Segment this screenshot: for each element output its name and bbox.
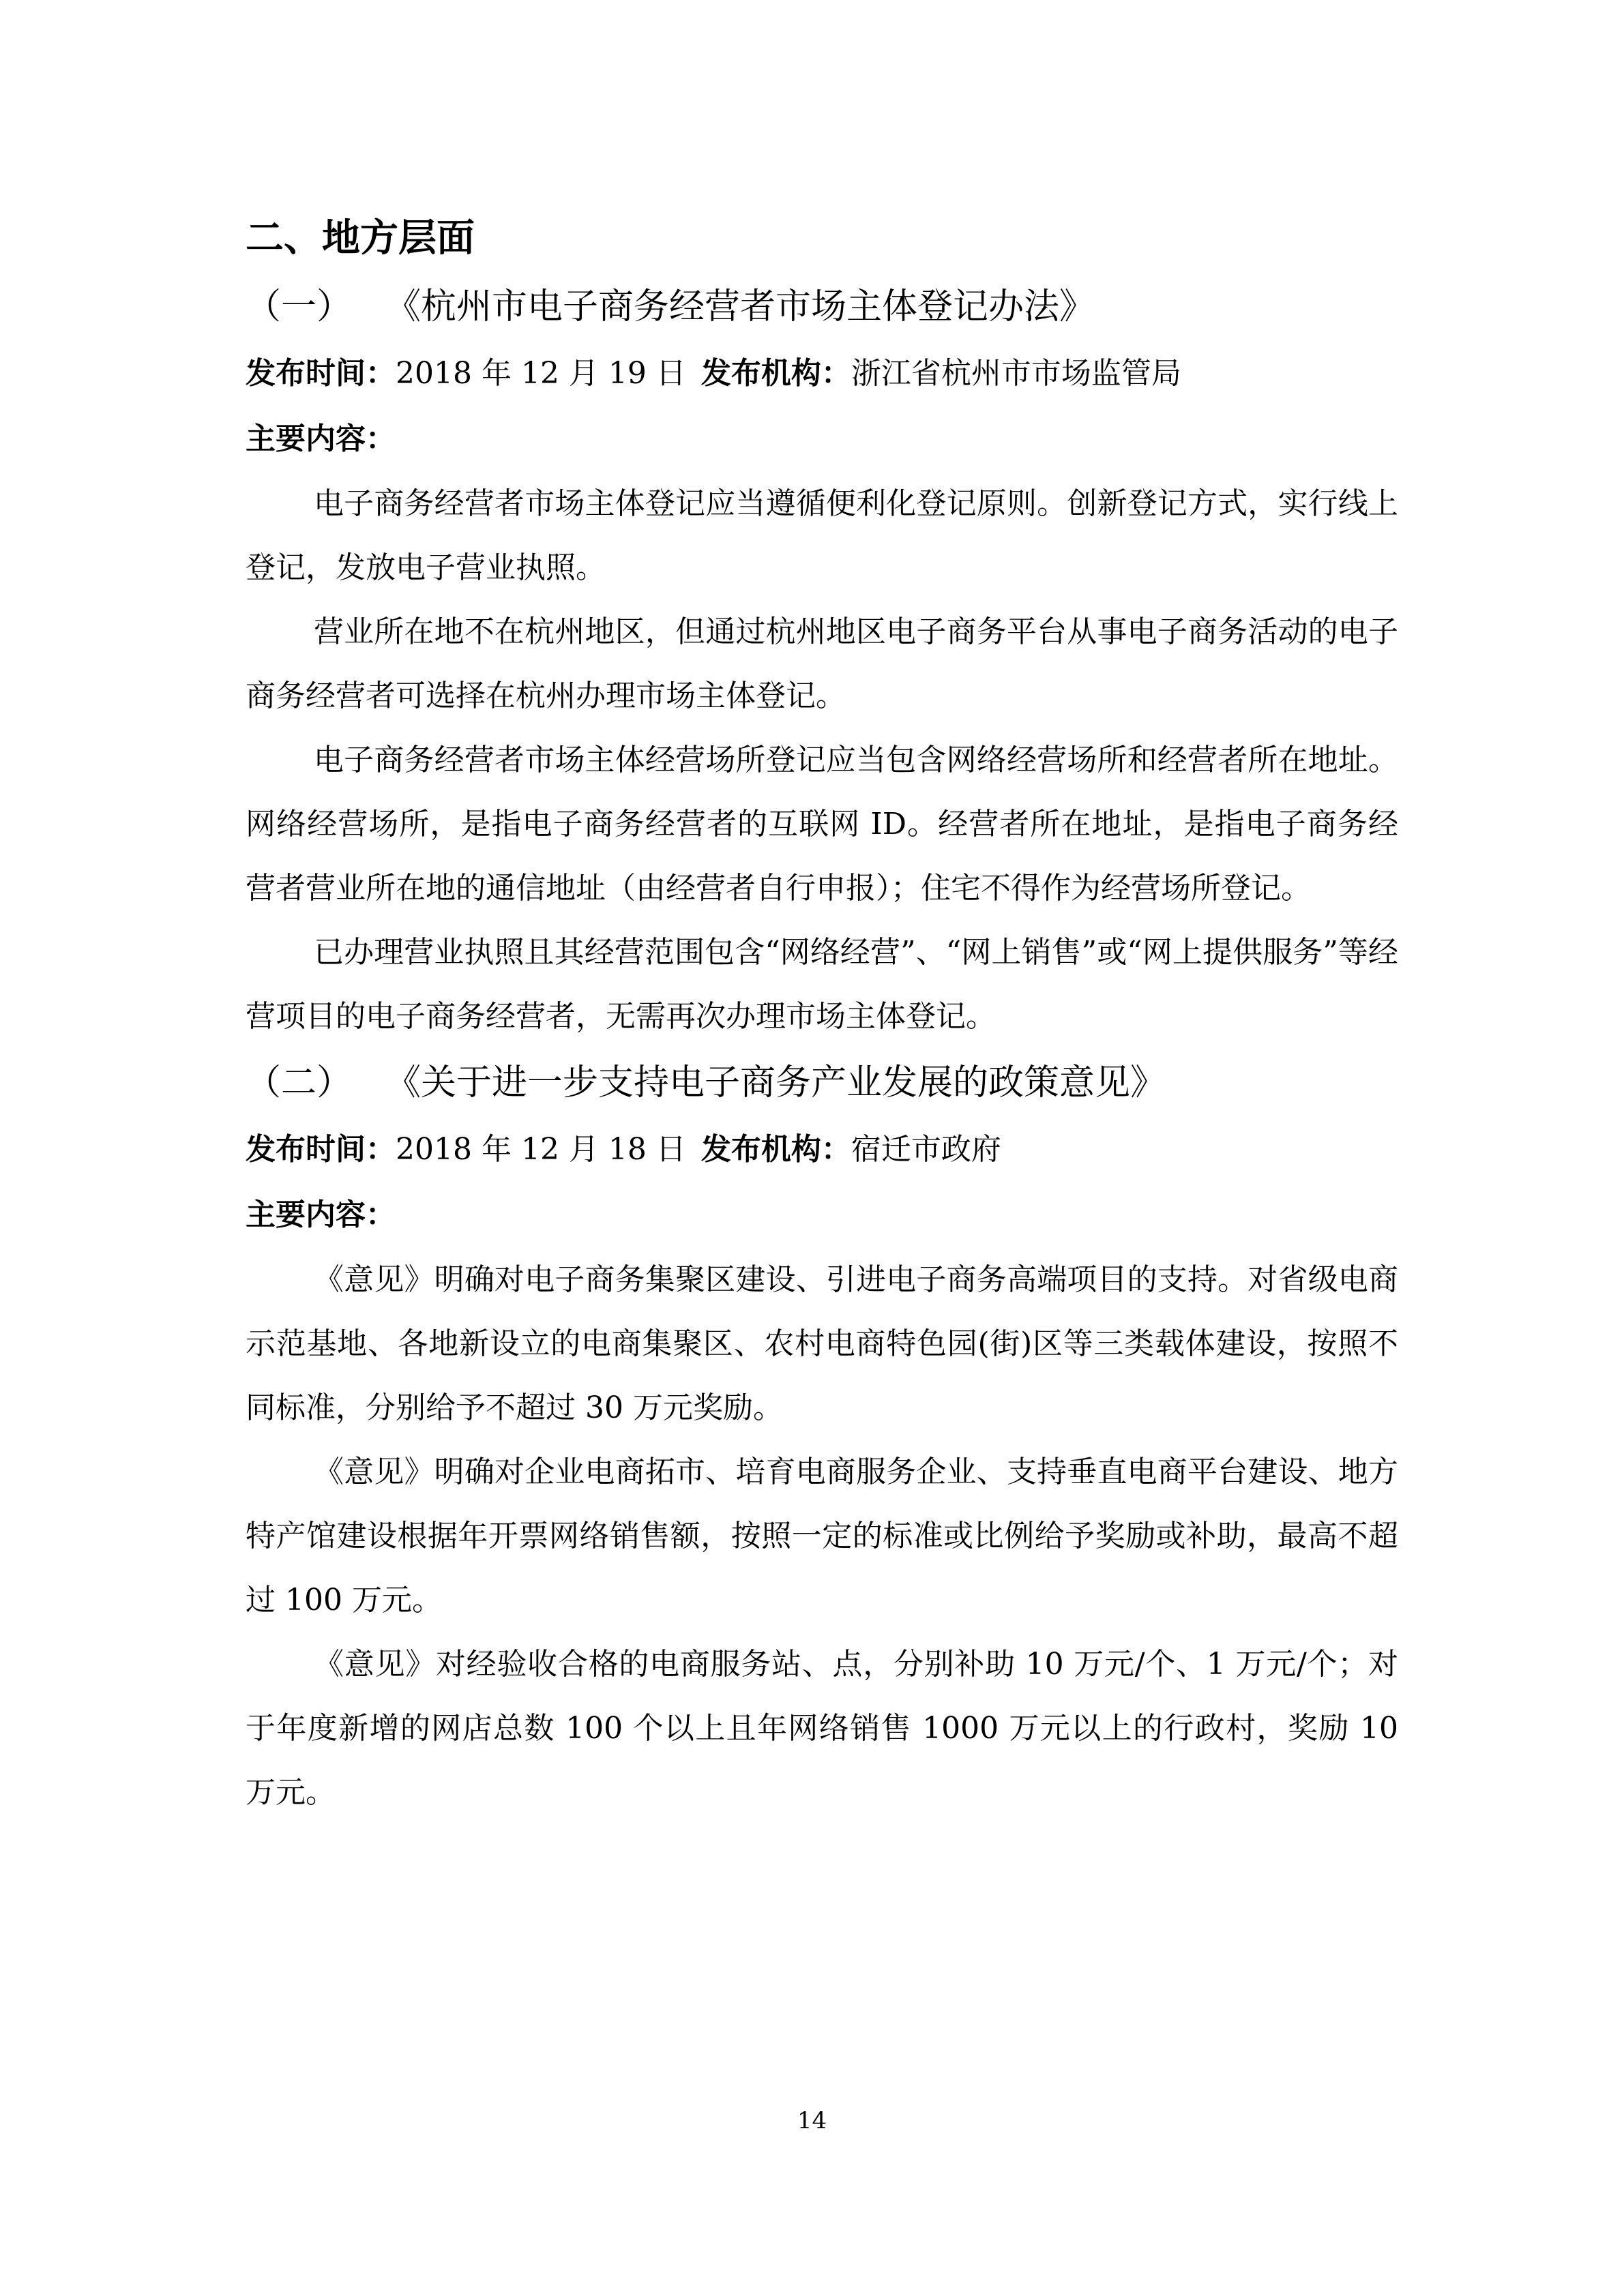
paragraph: 已办理营业执照且其经营范围包含“网络经营”、“网上销售”或“网上提供服务”等经营项目的电子商务经营者，无需再次办理市场主体登记。 [246,935,1398,1034]
policy-meta [246,1117,1398,1182]
date-label: 发布时间： [246,1132,396,1167]
page-number: 14 [797,2107,827,2134]
paragraph: 《意见》明确对电子商务集聚区建设、引进电子商务高端项目的支持。对省级电商示范基地、各地新设立的电商集聚区、农村电商特色园(街)区等三类载体建设，按照不同标准，分别给予不超过 30 万元奖励。 [246,1262,1398,1425]
publish-date: 2018 年 12 月 19 日 [396,356,686,391]
paragraph: 《意见》明确对企业电商拓市、培育电商服务企业、支持垂直电商平台建设、地方特产馆建设根据年开票网络销售额，按照一定的标准或比例给予奖励或补助，最高不超过 100 万元。 [246,1455,1398,1617]
policy-number: （一） [246,286,353,327]
policy-section-1 [246,273,1398,1049]
policy-meta [246,341,1398,406]
publish-date: 2018 年 12 月 18 日 [396,1132,686,1167]
publish-org: 宿迁市政府 [851,1132,1001,1167]
policy-section-2 [246,1049,1398,1825]
publish-org: 浙江省杭州市市场监管局 [851,356,1181,391]
paragraph: 《意见》对经验收合格的电商服务站、点，分别补助 10 万元/个、1 万元/个；对于年度新增的网店总数 100 个以上且年网络销售 1000 万元以上的行政村，奖励 10 万元。 [246,1647,1398,1810]
content-label: 主要内容： [246,1197,396,1232]
policy-title: 《杭州市电子商务经营者市场主体登记办法》 [385,286,1095,327]
org-label: 发布机构： [700,356,851,391]
org-label: 发布机构： [700,1132,851,1167]
paragraph: 电子商务经营者市场主体登记应当遵循便利化登记原则。创新登记方式，实行线上登记，发放电子营业执照。 [246,486,1398,585]
paragraph: 营业所在地不在杭州地区，但通过杭州地区电子商务平台从事电子商务活动的电子商务经营者可选择在杭州办理市场主体登记。 [246,614,1398,713]
policy-heading [246,1049,1398,1117]
policy-number: （二） [246,1062,353,1103]
paragraph: 电子商务经营者市场主体经营场所登记应当包含网络经营场所和经营者所在地址。网络经营场所，是指电子商务经营者的互联网 ID。经营者所在地址，是指电子商务经营者营业所在地的通信地址（由经营者自行申报）；住宅不得作为经营场所登记。 [246,743,1398,906]
page-content [246,205,1398,1825]
content-label: 主要内容： [246,421,396,456]
date-label: 发布时间： [246,356,396,391]
policy-title: 《关于进一步支持电子商务产业发展的政策意见》 [385,1062,1166,1103]
section-title: 二、地方层面 [246,216,475,260]
policy-heading [246,273,1398,341]
